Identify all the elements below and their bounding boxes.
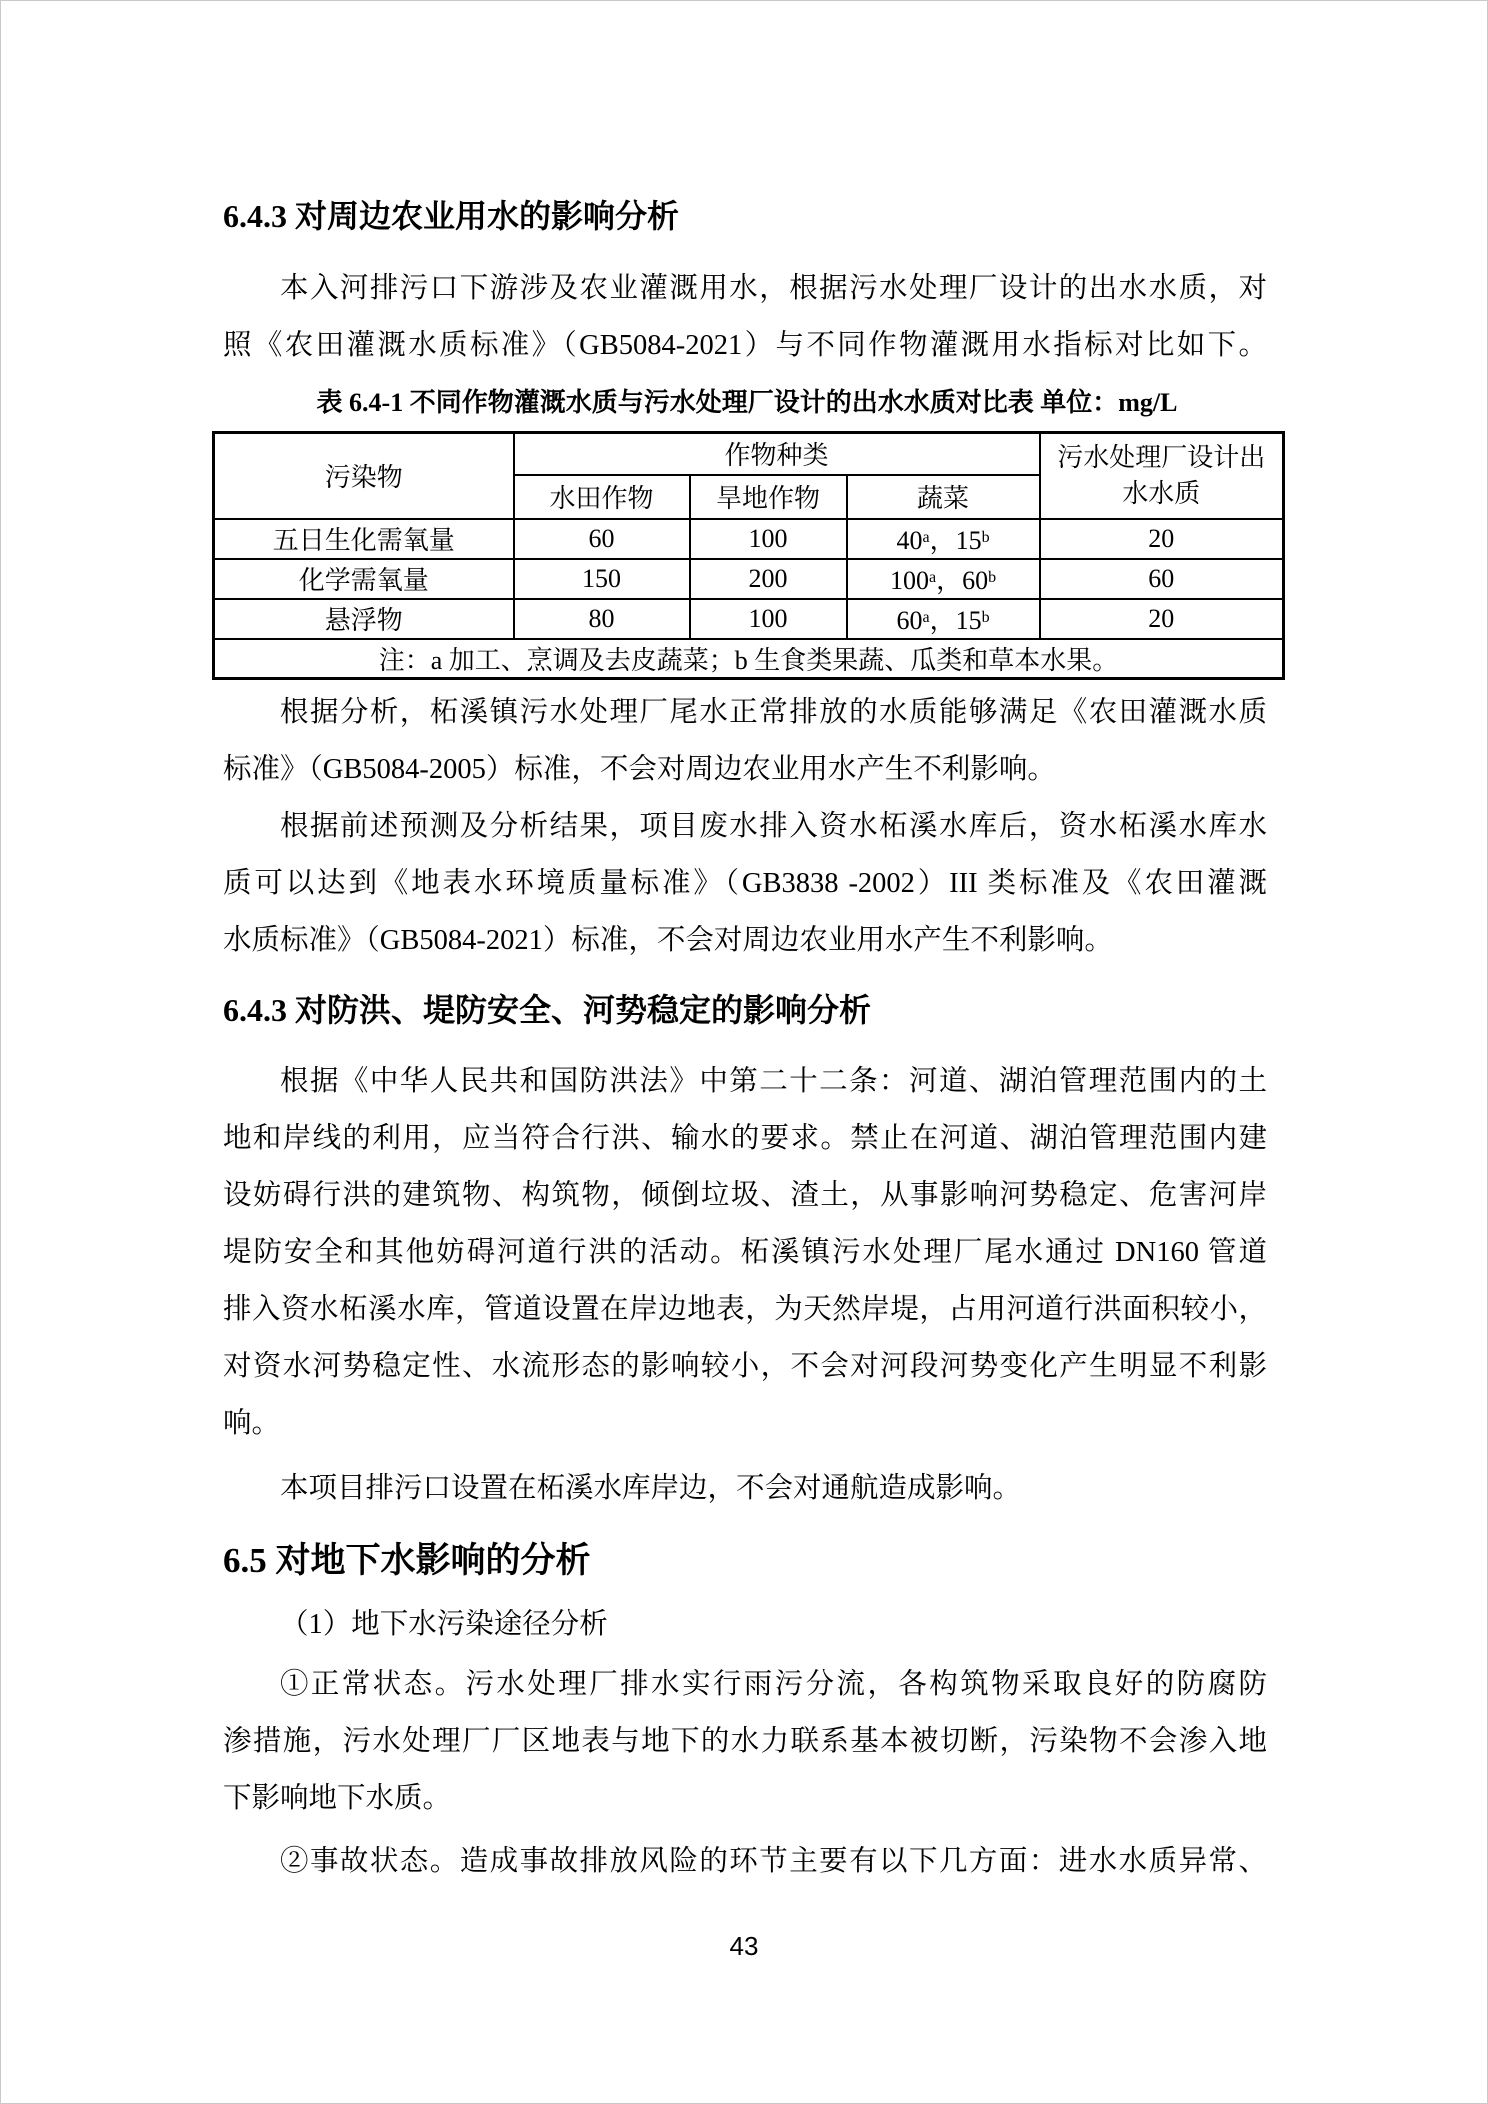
paragraph-line: 渗措施，污水处理厂厂区地表与地下的水力联系基本被切断，污染物不会渗入地	[223, 1726, 1267, 1757]
cell-pollutant: 五日生化需氧量	[214, 519, 514, 559]
cell-paddy: 60	[514, 519, 690, 559]
paragraph-pollution-path-title	[223, 1596, 1267, 1653]
cell-dryland: 100	[690, 519, 847, 559]
table-note-row	[214, 639, 1284, 679]
paragraph-line: 排入资水柘溪水库，管道设置在岸边地表，为天然岸堤，占用河道行洪面积较小，	[223, 1294, 1267, 1325]
th-crop-types: 作物种类	[514, 433, 1040, 475]
paragraph-line: 对资水河势稳定性、水流形态的影响较小，不会对河段河势变化产生明显不利影	[223, 1351, 1267, 1382]
cell-paddy: 80	[514, 599, 690, 639]
paragraph-line: 地和岸线的利用，应当符合行洪、输水的要求。禁止在河道、湖泊管理范围内建	[223, 1123, 1267, 1154]
th-design-outflow: 污水处理厂设计出水水质	[1040, 433, 1284, 519]
table-note: 注：a 加工、烹调及去皮蔬菜；b 生食类果蔬、瓜类和草本水果。	[214, 639, 1284, 679]
paragraph-intro	[223, 260, 1267, 374]
th-pollutant: 污染物	[214, 433, 514, 519]
paragraph-line: （1）地下水污染途径分析	[280, 1609, 608, 1640]
paragraph-line: 响。	[223, 1408, 281, 1439]
paragraph-line: 根据前述预测及分析结果，项目废水排入资水柘溪水库后，资水柘溪水库水	[280, 811, 1267, 842]
cell-paddy: 150	[514, 559, 690, 599]
table-row-ss	[214, 599, 1284, 639]
page-number: 43	[729, 1931, 759, 1961]
cell-pollutant: 化学需氧量	[214, 559, 514, 599]
paragraph-accident-state	[223, 1833, 1267, 1890]
paragraph-prediction-result	[223, 798, 1267, 969]
th-vegetables: 蔬菜	[847, 475, 1040, 519]
cell-dryland: 100	[690, 599, 847, 639]
cell-dryland: 200	[690, 559, 847, 599]
cell-pollutant: 悬浮物	[214, 599, 514, 639]
paragraph-line: 标准》（GB5084-2005）标准，不会对周边农业用水产生不利影响。	[223, 754, 1056, 785]
paragraph-navigation	[223, 1460, 1267, 1517]
cell-design: 20	[1040, 599, 1284, 639]
section-heading-flood-control: 6.4.3 对防洪、堤防安全、河势稳定的影响分析	[223, 992, 872, 1028]
paragraph-line: 水质标准》（GB5084-2021）标准，不会对周边农业用水产生不利影响。	[223, 925, 1113, 956]
th-dryland-crops: 旱地作物	[690, 475, 847, 519]
table-header-row-1	[214, 433, 1284, 475]
paragraph-line: 下影响地下水质。	[223, 1783, 452, 1814]
paragraph-analysis-conclusion	[223, 684, 1267, 798]
paragraph-line: 质可以达到《地表水环境质量标准》（GB3838 -2002）III 类标准及《农田灌溉	[223, 868, 1267, 899]
paragraph-line: 根据分析，柘溪镇污水处理厂尾水正常排放的水质能够满足《农田灌溉水质	[280, 697, 1267, 728]
cell-design: 60	[1040, 559, 1284, 599]
irrigation-quality-table	[212, 431, 1285, 680]
cell-vegetable: 60$^a$，15$^b$	[847, 599, 1040, 639]
cell-design: 20	[1040, 519, 1284, 559]
cell-vegetable: 100$^a$，60$^b$	[847, 559, 1040, 599]
paragraph-line: ②事故状态。造成事故排放风险的环节主要有以下几方面：进水水质异常、	[280, 1846, 1267, 1877]
document-content	[1, 193, 1487, 1890]
paragraph-line: 根据《中华人民共和国防洪法》中第二十二条：河道、湖泊管理范围内的土	[280, 1066, 1267, 1097]
paragraph-line: 堤防安全和其他妨碍河道行洪的活动。柘溪镇污水处理厂尾水通过 DN160 管道	[223, 1237, 1267, 1268]
paragraph-line: 照《农田灌溉水质标准》（GB5084-2021）与不同作物灌溉用水指标对比如下。	[223, 330, 1267, 361]
paragraph-line: 本入河排污口下游涉及农业灌溉用水，根据污水处理厂设计的出水水质，对	[280, 273, 1267, 304]
th-paddy-crops: 水田作物	[514, 475, 690, 519]
paragraph-normal-state	[223, 1656, 1267, 1827]
table-caption: 表 6.4-1 不同作物灌溉水质与污水处理厂设计的出水水质对比表 单位：mg/L	[316, 388, 1178, 417]
paragraph-flood-law	[223, 1053, 1267, 1452]
cell-vegetable: 40$^a$，15$^b$	[847, 519, 1040, 559]
table-row-cod	[214, 559, 1284, 599]
section-heading-agricultural-water: 6.4.3 对周边农业用水的影响分析	[223, 198, 680, 234]
section-heading-groundwater: 6.5 对地下水影响的分析	[223, 1541, 591, 1580]
table-row-bod5	[214, 519, 1284, 559]
paragraph-line: 本项目排污口设置在柘溪水库岸边，不会对通航造成影响。	[280, 1473, 1022, 1504]
paragraph-line: ①正常状态。污水处理厂排水实行雨污分流，各构筑物采取良好的防腐防	[280, 1669, 1267, 1700]
paragraph-line: 设妨碍行洪的建筑物、构筑物，倾倒垃圾、渣土，从事影响河势稳定、危害河岸	[223, 1180, 1267, 1211]
